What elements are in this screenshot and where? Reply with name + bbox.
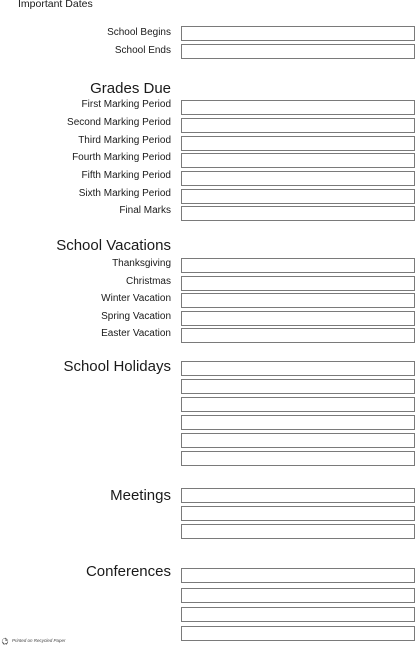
field-meeting[interactable] bbox=[181, 524, 415, 539]
label-easter-vacation: Easter Vacation bbox=[101, 328, 171, 339]
field-winter-vacation[interactable] bbox=[181, 293, 415, 308]
field-conference[interactable] bbox=[181, 607, 415, 622]
field-school-holiday[interactable] bbox=[181, 415, 415, 430]
label-sixth-marking-period: Sixth Marking Period bbox=[78, 188, 171, 199]
label-christmas: Christmas bbox=[125, 276, 171, 287]
field-school-holiday[interactable] bbox=[181, 397, 415, 412]
footer-text: Printed on Recycled Paper bbox=[12, 637, 66, 643]
field-conference[interactable] bbox=[181, 588, 415, 603]
field-fifth-marking-period[interactable] bbox=[181, 171, 415, 186]
label-school-begins: School Begins bbox=[107, 27, 171, 38]
field-school-ends[interactable] bbox=[181, 44, 415, 59]
heading-conferences: Conferences bbox=[85, 563, 171, 580]
field-school-holiday[interactable] bbox=[181, 379, 415, 394]
label-second-marking-period: Second Marking Period bbox=[67, 117, 171, 128]
label-fourth-marking-period: Fourth Marking Period bbox=[72, 152, 171, 163]
heading-meetings: Meetings bbox=[110, 487, 171, 504]
recycle-icon bbox=[1, 637, 9, 645]
field-conference[interactable] bbox=[181, 568, 415, 583]
heading-grades-due: Grades Due bbox=[90, 80, 171, 97]
field-conference[interactable] bbox=[181, 626, 415, 641]
field-school-holiday[interactable] bbox=[181, 451, 415, 466]
field-sixth-marking-period[interactable] bbox=[181, 189, 415, 204]
field-final-marks[interactable] bbox=[181, 206, 415, 221]
label-third-marking-period: Third Marking Period bbox=[78, 135, 171, 146]
field-second-marking-period[interactable] bbox=[181, 118, 415, 133]
heading-school-holidays: School Holidays bbox=[63, 358, 171, 375]
label-first-marking-period: First Marking Period bbox=[81, 99, 171, 110]
label-fifth-marking-period: Fifth Marking Period bbox=[81, 170, 171, 181]
field-easter-vacation[interactable] bbox=[181, 328, 415, 343]
field-fourth-marking-period[interactable] bbox=[181, 153, 415, 168]
field-school-begins[interactable] bbox=[181, 26, 415, 41]
heading-school-vacations: School Vacations bbox=[56, 237, 171, 254]
field-christmas[interactable] bbox=[181, 276, 415, 291]
field-thanksgiving[interactable] bbox=[181, 258, 415, 273]
field-spring-vacation[interactable] bbox=[181, 311, 415, 326]
field-school-holiday[interactable] bbox=[181, 433, 415, 448]
label-final-marks: Final Marks bbox=[119, 205, 171, 216]
footer bbox=[1, 636, 66, 645]
page-title: Important Dates bbox=[18, 0, 93, 10]
field-school-holiday[interactable] bbox=[181, 361, 415, 376]
field-meeting[interactable] bbox=[181, 506, 415, 521]
field-meeting[interactable] bbox=[181, 488, 415, 503]
label-school-ends: School Ends bbox=[114, 45, 171, 56]
label-winter-vacation: Winter Vacation bbox=[101, 293, 171, 304]
field-first-marking-period[interactable] bbox=[181, 100, 415, 115]
label-thanksgiving: Thanksgiving bbox=[112, 258, 171, 269]
label-spring-vacation: Spring Vacation bbox=[101, 311, 171, 322]
field-third-marking-period[interactable] bbox=[181, 136, 415, 151]
